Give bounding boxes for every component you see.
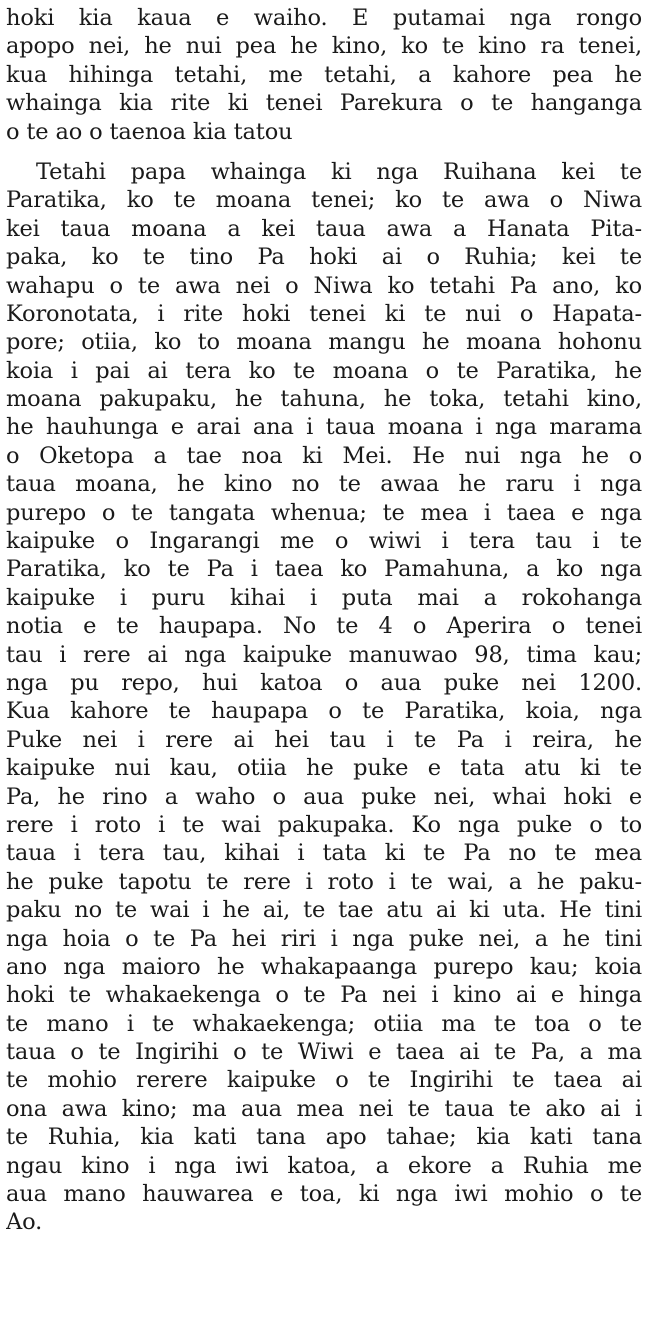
text-line: paka, ko te tino Pa hoki ai o Ruhia; kei te: [6, 244, 642, 271]
text-line: ano nga maioro he whakapaanga purepo kau; koia: [6, 953, 642, 980]
text-line: apopo nei, he nui pea he kino, ko te kino ra tenei,: [6, 33, 642, 60]
text-line: te Ruhia, kia kati tana apo tahae; kia kati tana: [6, 1124, 642, 1151]
text-line: taua o te Ingirihi o te Wiwi e taea ai te Pa, a ma: [6, 1039, 642, 1066]
text-line: Paratika, ko te moana tenei; ko te awa o Niwa: [6, 187, 642, 214]
text-line: te mohio rerere kaipuke o te Ingirihi te taea ai: [6, 1067, 642, 1094]
text-line: Koronotata, i rite hoki tenei ki te nui o Hapata-: [6, 300, 642, 327]
text-line: he hauhunga e arai ana i taua moana i nga marama: [6, 414, 642, 441]
text-line: paku no te wai i he ai, te tae atu ai ki uta. He tini: [6, 897, 642, 924]
text-line: kaipuke i puru kihai i puta mai a rokohanga: [6, 584, 642, 611]
text-line: Puke nei i rere ai hei tau i te Pa i reira, he: [6, 726, 642, 753]
text-line: Tetahi papa whainga ki nga Ruihana kei te: [36, 158, 642, 185]
text-line: moana pakupaku, he tahuna, he toka, tetahi kino,: [6, 386, 642, 413]
text-line: purepo o te tangata whenua; te mea i taea e nga: [6, 499, 642, 526]
paragraph-intro: [6, 4, 644, 146]
text-line: kei taua moana a kei taua awa a Hanata Pita-: [6, 215, 642, 242]
text-line: whainga kia rite ki tenei Parekura o te hanganga: [6, 90, 642, 117]
text-line: rere i roto i te wai pakupaka. Ko nga puke o to: [6, 811, 642, 838]
text-line: taua moana, he kino no te awaa he raru i nga: [6, 471, 642, 498]
text-line: te mano i te whakaekenga; otiia ma te toa o te: [6, 1010, 642, 1037]
text-line: hoki kia kaua e waiho. E putamai nga rongo: [6, 5, 642, 31]
text-line: aua mano hauwarea e toa, ki nga iwi mohio o te: [6, 1181, 642, 1208]
text-line: ngau kino i nga iwi katoa, a ekore a Ruhia me: [6, 1152, 642, 1179]
text-line: Ao.: [6, 1209, 43, 1236]
text-line: kaipuke o Ingarangi me o wiwi i tera tau i te: [6, 528, 642, 555]
text-line: koia i pai ai tera ko te moana o te Paratika, he: [6, 357, 642, 384]
text-line: wahapu o te awa nei o Niwa ko tetahi Pa ano, ko: [6, 272, 642, 299]
text-line: tau i rere ai nga kaipuke manuwao 98, tima kau;: [6, 641, 642, 668]
text-line: kaipuke nui kau, otiia he puke e tata atu ki te: [6, 755, 642, 782]
text-line: kua hihinga tetahi, me tetahi, a kahore pea he: [6, 61, 642, 88]
text-line: o Oketopa a tae noa ki Mei. He nui nga he o: [6, 442, 642, 469]
text-line: nga pu repo, hui katoa o aua puke nei 1200.: [6, 669, 642, 696]
text-line: nga hoia o te Pa hei riri i nga puke nei, a he tini: [6, 925, 642, 952]
text-line: taua i tera tau, kihai i tata ki te Pa no te mea: [6, 840, 642, 867]
text-line: Pa, he rino a waho o aua puke nei, whai hoki e: [6, 783, 642, 810]
text-line: ona awa kino; ma aua mea nei te taua te ako ai i: [6, 1095, 642, 1122]
paragraph-baltic-war-report: [6, 158, 644, 1237]
text-line: Paratika, ko te Pa i taea ko Pamahuna, a ko nga: [6, 556, 642, 583]
text-line: pore; otiia, ko to moana mangu he moana hohonu: [6, 329, 642, 356]
text-line: o te ao o taenoa kia tatou: [6, 118, 293, 145]
text-line: notia e te haupapa. No te 4 o Aperira o tenei: [6, 613, 642, 640]
text-line: hoki te whakaekenga o te Pa nei i kino ai e hinga: [6, 982, 642, 1009]
text-line: he puke tapotu te rere i roto i te wai, a he paku-: [6, 868, 642, 895]
text-line: Kua kahore te haupapa o te Paratika, koia, nga: [6, 698, 642, 725]
